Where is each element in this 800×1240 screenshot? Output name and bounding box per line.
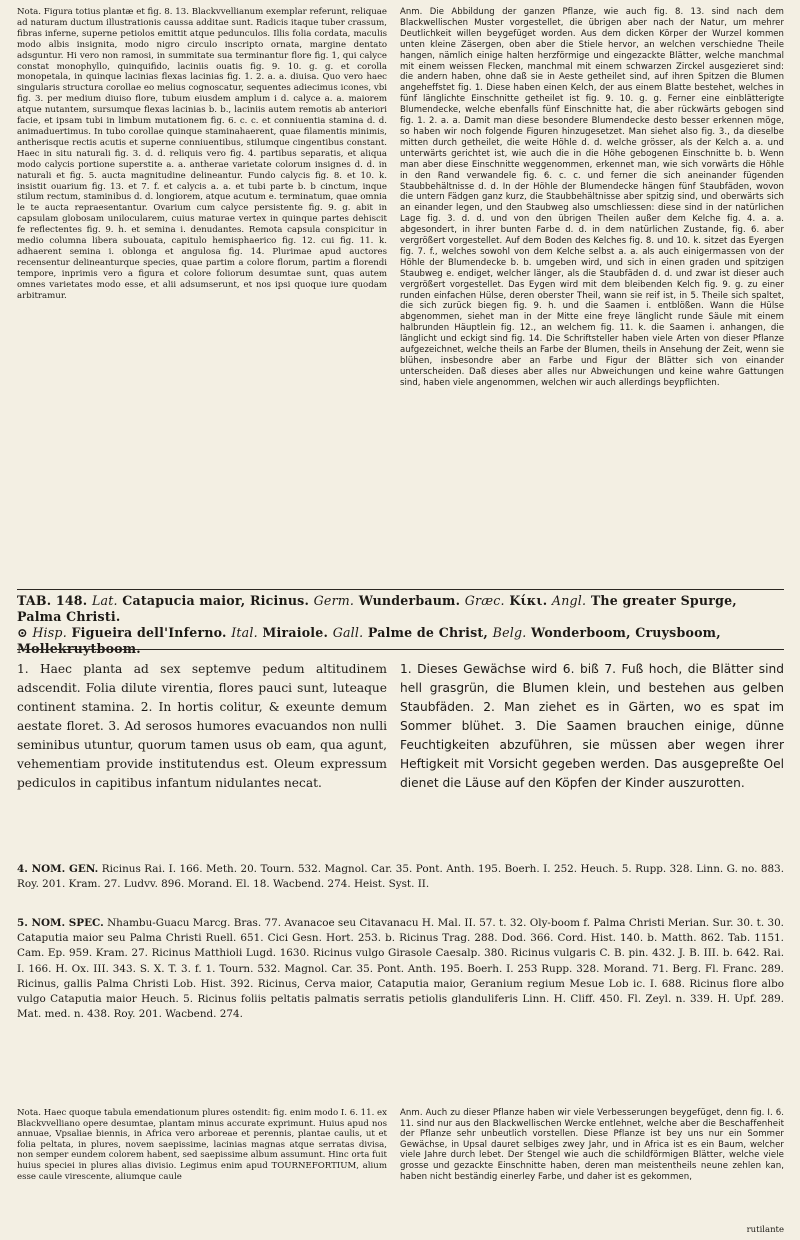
nom-spec-text: Nhambu-Guacu Marcg. Bras. 77. Avanacoe seu Citavanacu H. Mal. II. 57. t. 32. Oly-boom f. Palma Christi Merian. Sur. 30. t. 30. Cataputia maior seu Palma Christi Ruell. 651. Cici Gesn. Hort. 253. b. Ricinus Trag. 288. Dod. 366. Cord. Hist. 140. b. Matth. 862. Tab. 1151. Cam. Ep. 959. Kram. 27. Ricinus Matthioli Lugd. 1630. Ricinus vulgo Girasole Caesalp. 380. Ricinus vulgaris C. B. pin. 432. J. B. III. b. 642. Rai. I. 166. H. Ox. III. 343. S. X. T. 3. f. 1. Tourn. 532. Magnol. Car. 35. Pont. Anth. 195. Boerh. I. 253 Rupp. 328. Morand. 71. Berg. Fl. Franc. 289. Ricinus, gallis Palma Christi Lob. Hist. 392. Ricinus, Cerva maior, Cataputia maior, Geranium regium Mesue Lob ic. I. 688. Ricinus flore albo vulgo Cataputia maior Heuch. 5. Ricinus foliis peltatis palmatis serratis petiolis glanduliferis Linn. H. Cliff. 450. Fl. Zeyl. n. 339. H. Upf. 289. Mat. med. n. 438. Roy. 201. Wacbend. 274. [17,917,784,1021]
medium-latin: 1. Haec planta ad sex septemve pedum altitudinem adscendit. Folia dilute virentia, flores pauci sunt, luteaque continent stamina. 2. In hortis colitur, & exeunte demum aestate floret. 3. Ad serosos humores evacuandos non nulli seminibus utuntur, quorum tamen usus ob eam, qua agunt, vehementiam provide institutendus est. Oleum expressum pediculos in capitibus infantum nidulantes necat. [17,662,387,790]
gall-name: Palme de Christ, [367,625,489,640]
section-rule-mid [17,649,784,650]
top-german-note: Anm. Die Abbildung der ganzen Pflanze, wie auch fig. 8. 13. sind nach dem Blackwellischen Muster vorgestellet, die übrigen aber nach der Natur, um mehrer Deutlichkeit willen beygefüget worden. Aus dem dicken Körper der Wurzel kommen unten kleine Zäsergen, oben aber die Stiele hervor, an welchen verschiedne Theile hangen, nämlich einige halten herzförmige und eingezackte Blätter, welche manchmal mit einem weissen Flecken, manchmal mit einem schwarzen Zirckel ausgezieret sind: die andern haben, ohne daß sie in Aeste getheilet sind, auf ihren Spitzen die Blumen angeheffstet fig. 1. Diese haben einen Kelch, der aus einem Blatte bestehet, welches in fünf länglichte Einschnitte getheilet ist fig. 9. 10. g. g. Ferner eine einblätterigte Blumendecke, welche ebenfalls fünf Einschnitte hat, die aber rückwärts gebogen sind fig. 1. 2. a. a. Damit man diese besondere Blumendecke desto besser erkennen möge, so haben wir noch folgende Figuren hinzugesetzet. Man siehet also fig. 3., da dieselbe mitten durch getheilet, die weite Höhle d. d. welche grösser, als der Kelch a. a. und unterwärts gerichtet ist, wie auch die in die Höhe gebogenen Einschnitte b. b. Wenn man aber diese Einschnitte weggenommen, erkennet man, wie sich vorwärts die Höhle in den Rand verwandele fig. 6. c. c. und ferner die sich aneinander fügenden Staubbehältnisse d. d. In der Höhle der Blumendecke hängen fünf Staubfäden, wovon die untern Fädgen ganz kurz, die Staubbehältnisse aber spitzig sind, und oberwärts sich an einander legen, und den Staubweg also umschliessen: diese sind in der natürlichen Lage fig. 3. d. d. und von den übrigen Theilen außer dem Kelche fig. 4. a. a. abgesondert, in ihrer bunten Farbe d. d. in dem natürlichen Zustande, fig. 6. aber vergrößert vorgestellet. Auf dem Boden des Kelches fig. 8. und 10. k. sitzet das Eyergen fig. 7. f., welches sowohl von dem Kelche selbst a. a. als auch einigermassen von der Höhle der Blumendecke b. b. umgeben wird, und sich in einen graden und spitzigen Staubweg e. endiget, welcher länger, als die Staubfäden d. d. und zwar ist dieser auch vergrößert vorgestellet. Das Eygen wird mit dem bleibenden Kelch fig. 9. g. zu einer runden einfachen Hülse, deren oberster Theil, wann sie reif ist, in 5. Theile sich spaltet, die sich zurück biegen fig. 9. h. und die Saamen i. entblößen. Wann die Hülse abgenommen, siehet man in der Mitte eine freye länglicht runde Säule mit einem halbrunden Häuptlein fig. 12., an welchem fig. 11. k. die Saamen i. anhangen, die länglicht und eckigt sind fig. 14. Die Schriftsteller haben viele Arten von dieser Pflanze aufgezeichnet, welche theils an Farbe der Blumen, theils in Ansehung der Zeit, wenn sie blühen, insbesondre aber an Farbe und Figur der Blätter sich von einander unterscheiden. Daß dieses aber alles nur Abweichungen und keine wahre Gattungen sind, haben viele angenommen, welchen wir auch allerdings beypflichten. [400,7,784,388]
plate-number: TAB. 148. [17,593,88,608]
grec-label: Græc. [464,593,505,608]
nom-gen-text: Ricinus Rai. I. 166. Meth. 20. Tourn. 532. Magnol. Car. 35. Pont. Anth. 195. Boerh. I. 252. Heuch. 5. Rupp. 328. Linn. G. no. 883. Roy. 201. Kram. 27. Ludvv. 896. Morand. El. 18. Wacbend. 274. Heist. Syst. II. [17,863,784,891]
angl-label: Angl. [551,593,587,608]
germ-name: Wunderbaum. [358,593,461,608]
germ-label: Germ. [313,593,355,608]
bottom-german-note: Anm. Auch zu dieser Pflanze haben wir viele Verbesserungen beygefüget, denn fig. I. 6. 11. sind nur aus den Blackwellischen Wercke entlehnet, welche aber die Beschaffenheit der Pflanze sehr unbeutlich vorstellen. Diese Pflanze ist bey uns nur ein Sommer Gewächse, in Upsal dauret selbiges zwey Jahr, und in Africa ist es ein Baum, welcher viele Jahre durch lebet. Der Stengel wie auch die schildförmigen Blätter, welche viele grosse und gezackte Einschnitte haben, deren man meistentheils neune zehlen kan, haben nicht beständig einerley Farbe, und daher ist es gekommen, [400,1108,784,1182]
lat-label: Lat. [91,593,118,608]
nom-spec-label: 5. NOM. SPEC. [17,917,104,929]
grec-name: Κίκι. [509,593,548,608]
nom-gen [17,862,784,908]
ital-name: Miraiole. [262,625,329,640]
nom-gen-label: 4. NOM. GEN. [17,863,99,875]
gall-label: Gall. [332,625,364,640]
bottom-latin-note: Nota. Haec quoque tabula emendationum plures ostendit: fig. enim modo I. 6. 11. ex Blackvvelliano opere desumtae, plantam minus accurate exprimunt. Huius apud nos annuae, Vpsaliae biennis, in Africa vero arboreae et perennis, plantae caulis, ut et folia peltata, in plures, novem saepissime, lacinias magnas atque serratas divisa, non semper eundem colorem habent, sed saepissime album assumunt. Hinc orta fuit huius speciei in plures alias divisio. Legimus enim apud TOURNEFORTIUM, alium esse caule virescente, aliumque caule [17,1108,387,1182]
annual-symbol: ⊙ [17,625,28,640]
belg-label: Belg. [492,625,527,640]
lat-name: Catapucia maior, Ricinus. [122,593,310,608]
ital-label: Ital. [231,625,258,640]
plate-heading [17,593,784,657]
hisp-name: Figueira dell'Inferno. [71,625,227,640]
hisp-label: Hisp. [32,625,67,640]
angl-name: The greater Spurge, Palma Christi. [17,593,737,624]
nom-spec [17,916,784,1106]
section-rule-top [17,589,784,590]
catchword: rutilante [746,1225,784,1235]
top-latin-note: Nota. Figura totius plantæ et fig. 8. 13. Blackvvellianum exemplar referunt, reliquae ad naturam ductum illustrationis caussa additae sunt. Radicis itaque tuber crassum, fibras inferne, superne petiolos emittit atque pedunculos. Illis folia cordata, maculis modo albis insignita, modo nigro circulo inscripto ornata, margine dentato adsguntur. Hi vero non ramosi, in summitate sua terminantur flore fig. 1, qui calyce constat monophyllo, quinquifido, laciniis ouatis fig. 9. 10. g. g. et corolla monopetala, in quinque lacinias flexas lacinias fig. 1. 2. a. a. diuisa. Quo vero haec singularis structura corollae eo melius cognoscatur, sequentes adiecimus icones, vbi fig. 3. per medium diuiso flore, tubum eiusdem amplum i d. calyce a. a. maiorem atque nutantem, sursumque flexas lacinias b. b., laciniis autem remotis ab anteriori facie, et ipsam tubi in limbum mutationem fig. 6. c. c. et conniuentia stamina d. d. animaduertimus. In tubo corollae quinque staminahaerent, quae filamentis minimis, antherisque rectis acutis et superne conniuentibus, stilumque cingentibus constant. Haec in situ naturali fig. 3. d. d. reliquis vero fig. 4. partibus separatis, et aliqua modo calycis portione superstite a. a. antherae varietate colorum insignes d. d. in naturali et fig. 5. aucta magnitudine delineantur. Fundo calycis fig. 8. et 10. k. insistit ouarium fig. 13. et 7. f. et calycis a. a. et tubi parte b. b cinctum, inque stilum rectum, staminibus d. d. longiorem, atque acutum e. terminatum, quae omnia le te aucta repraesentantur. Ovarium cum calyce persistente fig. 9. g. abit in capsulam globosam unilocularem, cuius maturae vertex in quinque partes dehiscit fe reflectentes fig. 9. h. et semina i. denudantes. Remota capsula conspicitur in medio columna libera subouata, capitulo hemisphaerico fig. 12. cui fig. 11. k. adhaerent semina i. oblonga et angulosa fig. 14. Plurimae apud auctores recensentur delineanturque species, quae partim a colore florum, partim a florendi tempore, inprimis vero a figura et colore foliorum desumtae sunt, quas autem omnes varietates modo esse, et alii adsumserunt, et nos ipsi quoque iure quodam arbitramur. [17,7,387,301]
belg-name: Wonderboom, Cruysboom, Mollekruytboom. [17,625,721,656]
medium-german: 1. Dieses Gewächse wird 6. biß 7. Fuß hoch, die Blätter sind hell grasgrün, die Blumen klein, und bestehen aus gelben Staubfäden. 2. Man ziehet es in Gärten, wo es spat im Sommer blühet. 3. Die Saamen brauchen einige, dünne Feuchtigkeiten abzuführen, sie müssen aber wegen ihrer Heftigkeit mit Vorsicht gegeben werden. Das ausgepreßte Oel dienet die Läuse auf den Köpfen der Kinder auszurotten. [400,662,784,790]
